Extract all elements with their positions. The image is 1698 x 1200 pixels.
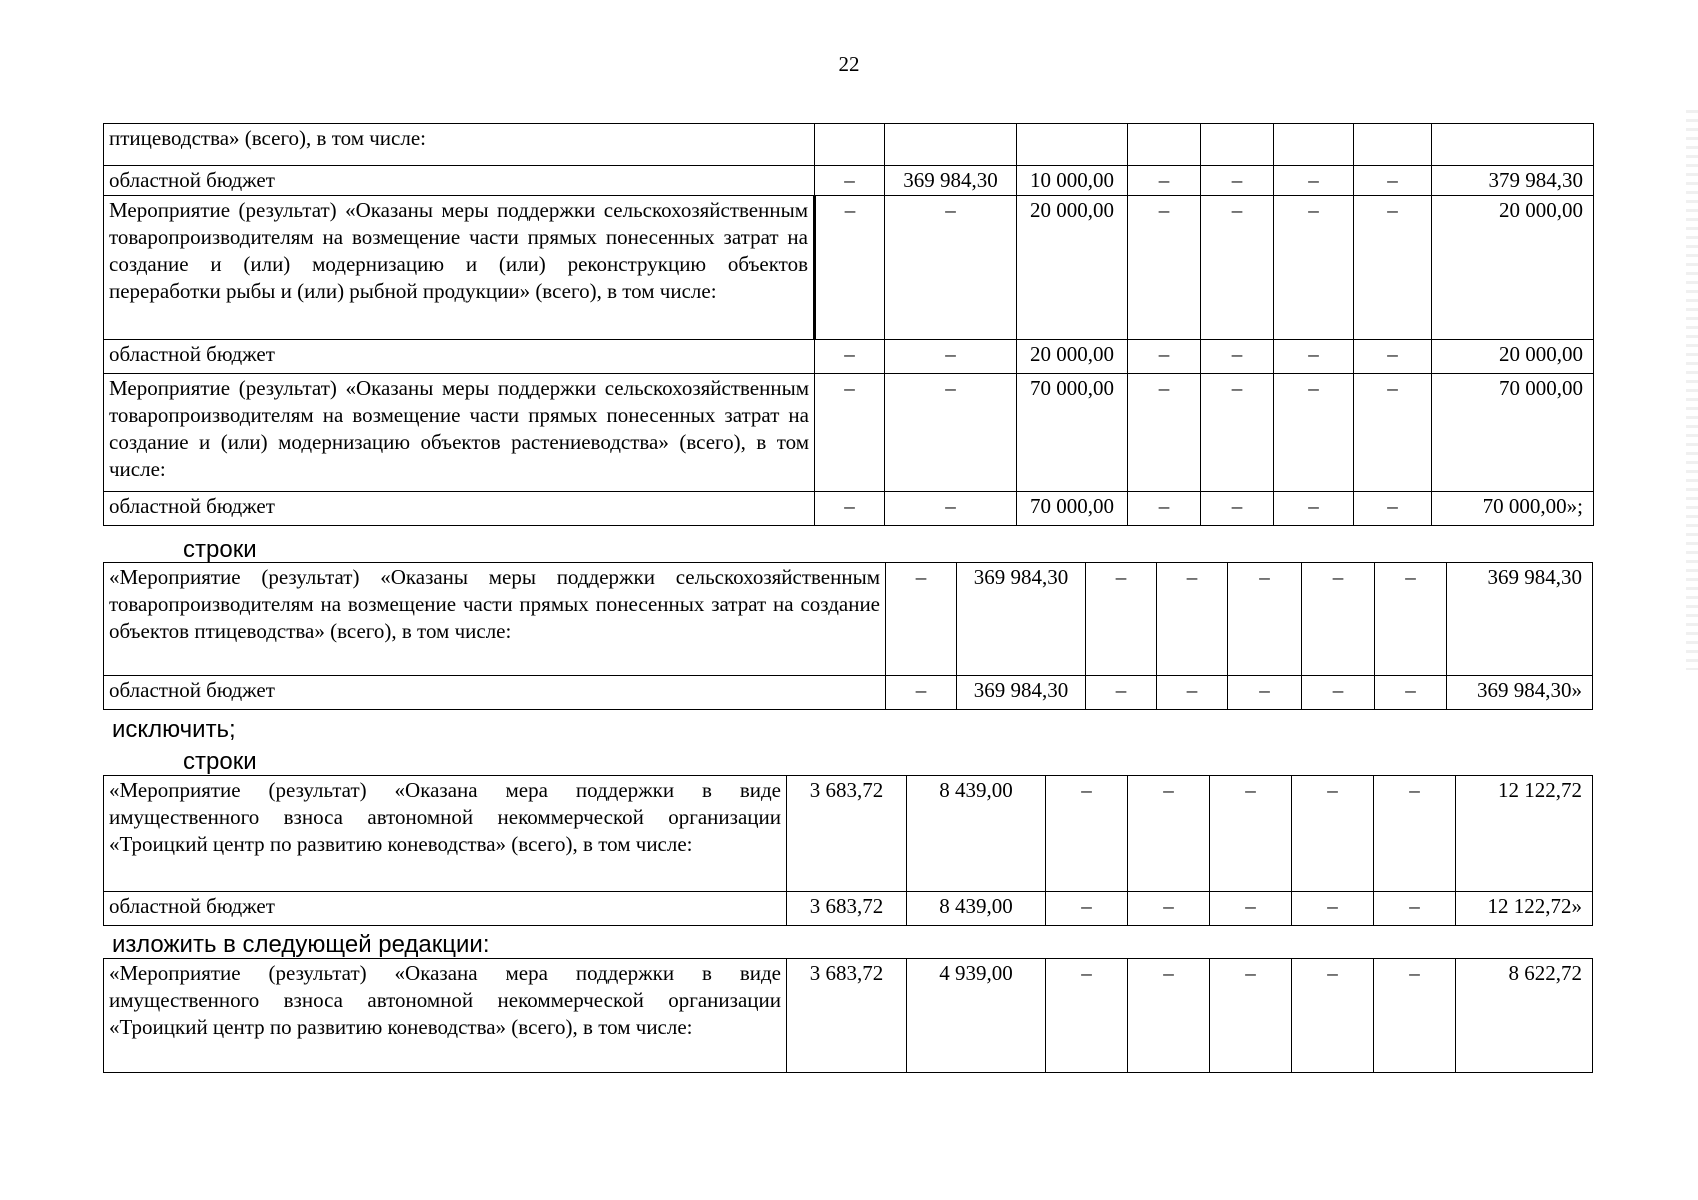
row-label: «Мероприятие (результат) «Оказана мера поддержки в виде имущественного взноса автономной некоммерческой организации «Троицкий центр по развитию коневодства» (всего), в том числе: xyxy=(104,959,787,1073)
cell-total xyxy=(1432,124,1594,166)
cell-value: – xyxy=(1292,959,1374,1073)
cell-total: 369 984,30» xyxy=(1447,676,1593,710)
cell-value: – xyxy=(885,492,1017,526)
cell-total: 20 000,00 xyxy=(1432,196,1594,340)
cell-value: – xyxy=(1274,166,1354,196)
row-label: областной бюджет xyxy=(104,166,815,196)
heading-rows: строки xyxy=(183,748,257,775)
table-row xyxy=(104,676,1593,710)
table-row xyxy=(104,563,1593,676)
cell-value: 369 984,30 xyxy=(885,166,1017,196)
cell-total: 20 000,00 xyxy=(1432,340,1594,374)
cell-value: – xyxy=(1302,563,1375,676)
cell-value: – xyxy=(1201,374,1274,492)
cell-value: 4 939,00 xyxy=(907,959,1046,1073)
cell-value: – xyxy=(885,196,1017,340)
cell-value: 3 683,72 xyxy=(787,892,907,926)
cell-value: – xyxy=(1375,563,1447,676)
table-row xyxy=(104,959,1593,1073)
row-label: Мероприятие (результат) «Оказаны меры поддержки сельскохозяйственным товаропроизводителям на возмещение части прямых понесенных затрат на создание и (или) модернизацию объектов растениеводства» (всего), в том числе: xyxy=(104,374,815,492)
row-label: «Мероприятие (результат) «Оказана мера поддержки в виде имущественного взноса автономной некоммерческой организации «Троицкий центр по развитию коневодства» (всего), в том числе: xyxy=(104,776,787,892)
row-label: Мероприятие (результат) «Оказаны меры поддержки сельскохозяйственным товаропроизводителям на возмещение части прямых понесенных затрат на создание и (или) модернизацию и (или) реконструкцию объектов переработки рыбы и (или) рыбной продукции» (всего), в том числе: xyxy=(104,196,815,340)
cell-value: 8 439,00 xyxy=(907,892,1046,926)
row-label: областной бюджет xyxy=(104,676,886,710)
cell-value: 20 000,00 xyxy=(1017,340,1128,374)
row-label: областной бюджет xyxy=(104,892,787,926)
heading-exclude: исключить; xyxy=(112,716,236,743)
cell-value: – xyxy=(1046,776,1128,892)
cell-value: – xyxy=(1128,492,1201,526)
cell-value: – xyxy=(1046,959,1128,1073)
cell-value: – xyxy=(1374,959,1456,1073)
cell-value: – xyxy=(1128,776,1210,892)
cell-value xyxy=(1201,124,1274,166)
cell-value xyxy=(1017,124,1128,166)
table-row xyxy=(104,374,1594,492)
cell-value xyxy=(815,124,885,166)
cell-value: – xyxy=(1201,492,1274,526)
table-row xyxy=(104,892,1593,926)
cell-value: – xyxy=(1201,166,1274,196)
table-row xyxy=(104,776,1593,892)
heading-rows: строки xyxy=(183,536,257,563)
row-label: областной бюджет xyxy=(104,340,815,374)
cell-value: – xyxy=(1354,492,1432,526)
cell-value: 3 683,72 xyxy=(787,776,907,892)
page-number: 22 xyxy=(838,52,860,76)
cell-value: 70 000,00 xyxy=(1017,374,1128,492)
cell-value: – xyxy=(1274,340,1354,374)
cell-value: – xyxy=(1128,959,1210,1073)
scan-edge-marks xyxy=(1686,110,1698,670)
cell-value: 8 439,00 xyxy=(907,776,1046,892)
cell-value: – xyxy=(1274,374,1354,492)
cell-value: – xyxy=(886,676,957,710)
table-row xyxy=(104,196,1594,340)
cell-value: – xyxy=(1292,892,1374,926)
cell-value: – xyxy=(885,340,1017,374)
cell-value xyxy=(1274,124,1354,166)
cell-value: 3 683,72 xyxy=(787,959,907,1073)
cell-value: – xyxy=(1375,676,1447,710)
cell-value: 20 000,00 xyxy=(1017,196,1128,340)
cell-value: – xyxy=(1274,492,1354,526)
cell-value: – xyxy=(1128,374,1201,492)
cell-value: – xyxy=(815,196,885,340)
cell-value: – xyxy=(1157,676,1228,710)
cell-total: 12 122,72 xyxy=(1456,776,1593,892)
cell-value: – xyxy=(886,563,957,676)
budget-table-4 xyxy=(103,958,1593,1073)
cell-value: – xyxy=(1354,196,1432,340)
cell-value: – xyxy=(1354,374,1432,492)
cell-value: – xyxy=(1157,563,1228,676)
table-row xyxy=(104,124,1594,166)
cell-value: 369 984,30 xyxy=(957,676,1086,710)
cell-value: – xyxy=(1210,959,1292,1073)
row-label: областной бюджет xyxy=(104,492,815,526)
cell-value: – xyxy=(815,166,885,196)
cell-total: 369 984,30 xyxy=(1447,563,1593,676)
cell-total: 12 122,72» xyxy=(1456,892,1593,926)
cell-value: – xyxy=(1086,563,1157,676)
table-row xyxy=(104,166,1594,196)
cell-value: – xyxy=(1274,196,1354,340)
cell-total: 70 000,00»; xyxy=(1432,492,1594,526)
budget-table-3 xyxy=(103,775,1593,926)
cell-value: – xyxy=(1046,892,1128,926)
cell-value: – xyxy=(1302,676,1375,710)
cell-total: 379 984,30 xyxy=(1432,166,1594,196)
cell-value: – xyxy=(1201,196,1274,340)
cell-total: 70 000,00 xyxy=(1432,374,1594,492)
heading-new-edition: изложить в следующей редакции: xyxy=(112,931,490,958)
cell-value: – xyxy=(815,340,885,374)
cell-value: – xyxy=(1374,776,1456,892)
cell-value: – xyxy=(1128,196,1201,340)
cell-value: – xyxy=(1128,166,1201,196)
cell-value: – xyxy=(1292,776,1374,892)
cell-value: – xyxy=(1354,166,1432,196)
cell-value xyxy=(1354,124,1432,166)
cell-value: – xyxy=(1354,340,1432,374)
budget-table-2 xyxy=(103,562,1593,710)
cell-value: 369 984,30 xyxy=(957,563,1086,676)
table-row xyxy=(104,340,1594,374)
cell-value: – xyxy=(1201,340,1274,374)
cell-value: – xyxy=(1210,892,1292,926)
table-row xyxy=(104,492,1594,526)
cell-value: – xyxy=(1128,340,1201,374)
cell-value: – xyxy=(815,374,885,492)
cell-value: 10 000,00 xyxy=(1017,166,1128,196)
cell-value: 70 000,00 xyxy=(1017,492,1128,526)
budget-table-1 xyxy=(103,123,1594,526)
cell-value: – xyxy=(815,492,885,526)
cell-value: – xyxy=(1128,892,1210,926)
row-label: «Мероприятие (результат) «Оказаны меры поддержки сельскохозяйственным товаропроизводителям на возмещение части прямых понесенных затрат на создание объектов птицеводства» (всего), в том числе: xyxy=(104,563,886,676)
row-label: птицеводства» (всего), в том числе: xyxy=(104,124,815,166)
cell-value: – xyxy=(1086,676,1157,710)
cell-value xyxy=(1128,124,1201,166)
cell-total: 8 622,72 xyxy=(1456,959,1593,1073)
cell-value: – xyxy=(885,374,1017,492)
cell-value: – xyxy=(1210,776,1292,892)
cell-value xyxy=(885,124,1017,166)
cell-value: – xyxy=(1228,676,1302,710)
cell-value: – xyxy=(1374,892,1456,926)
cell-value: – xyxy=(1228,563,1302,676)
